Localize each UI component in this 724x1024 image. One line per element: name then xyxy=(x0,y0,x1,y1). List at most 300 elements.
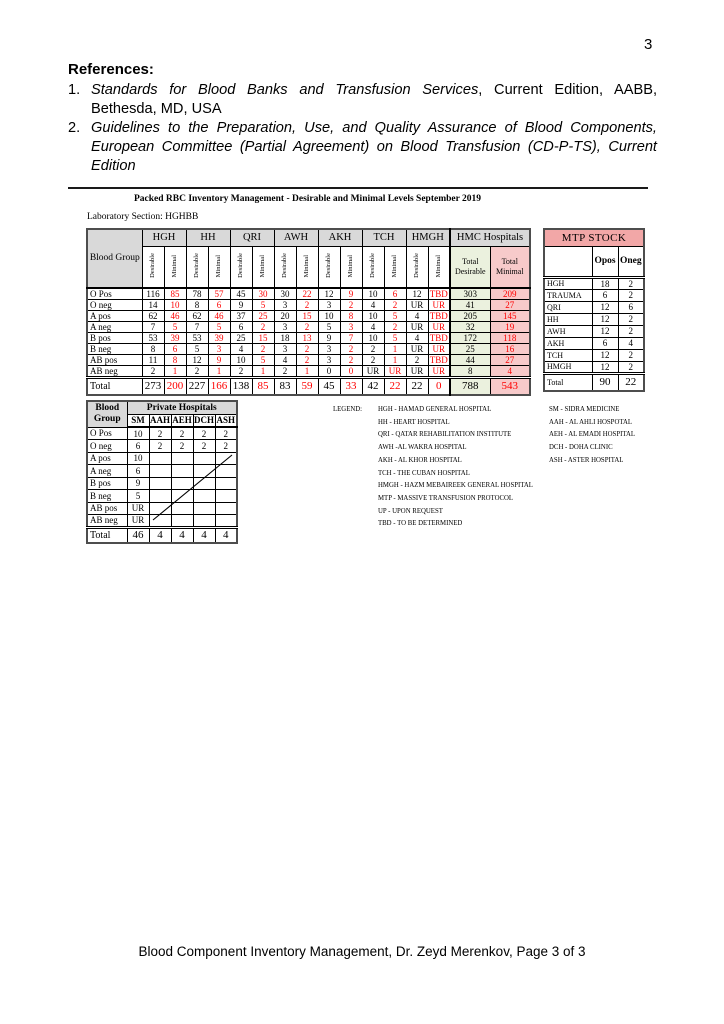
desirable-cell: 14 xyxy=(142,300,164,311)
total-desirable-cell: 44 xyxy=(450,355,490,366)
desirable-total-cell: 22 xyxy=(406,378,428,395)
blood-group-cell: A neg xyxy=(87,465,127,478)
private-total-cell: 4 xyxy=(149,527,171,543)
minimal-cell: TBD xyxy=(428,333,450,344)
blood-group-cell: A pos xyxy=(87,452,127,465)
row-b-neg xyxy=(87,344,530,355)
row-b-pos xyxy=(87,333,530,344)
minimal-total-cell: 33 xyxy=(340,378,362,395)
minimal-subheader xyxy=(164,246,186,288)
blood-group-cell: A pos xyxy=(87,311,142,322)
minimal-cell: 2 xyxy=(296,355,318,366)
minimal-label: Minimal xyxy=(170,254,178,277)
private-value-cell xyxy=(171,465,193,478)
desirable-cell: 2 xyxy=(406,355,428,366)
mtp-opos-cell: 12 xyxy=(592,361,618,373)
main-table-head xyxy=(87,229,530,288)
mtp-opos-cell: 12 xyxy=(592,349,618,361)
hospital-header-hgh: HGH xyxy=(142,229,186,246)
desirable-cell: 4 xyxy=(362,300,384,311)
legend-right-column xyxy=(549,404,635,531)
legend-item: HMGH - HAZM MEBAIREEK GENERAL HOSPITAL xyxy=(378,482,533,490)
total-desirable-cell: 205 xyxy=(450,311,490,322)
blood-group-cell: A neg xyxy=(87,322,142,333)
mtp-opos-cell: 12 xyxy=(592,325,618,337)
desirable-cell: 0 xyxy=(318,366,340,378)
minimal-cell: 6 xyxy=(208,300,230,311)
minimal-total-cell: 0 xyxy=(428,378,450,395)
minimal-cell: 3 xyxy=(208,344,230,355)
mtp-column-header-opos: Opos xyxy=(592,246,618,277)
legend-item: UP - UPON REQUEST xyxy=(378,507,443,515)
lab-section-label: Laboratory Section: HGHBB xyxy=(87,212,199,222)
desirable-subheader xyxy=(274,246,296,288)
blood-group-cell: O Pos xyxy=(87,288,142,300)
desirable-cell: 12 xyxy=(186,355,208,366)
minimal-total-cell: 85 xyxy=(252,378,274,395)
private-value-cell xyxy=(215,465,237,478)
desirable-label: Desirable xyxy=(236,253,244,279)
private-total-cell: 4 xyxy=(171,527,193,543)
minimal-cell: 2 xyxy=(296,300,318,311)
mtp-oneg-cell: 2 xyxy=(618,325,644,337)
private-row-o-pos xyxy=(87,427,237,440)
main-table-body xyxy=(87,288,530,395)
private-value-cell: 2 xyxy=(171,440,193,453)
total-minimal-cell: 145 xyxy=(490,311,530,322)
legend-item: DCH - DOHA CLINIC xyxy=(549,444,613,452)
main-total-row xyxy=(87,378,530,395)
references-heading: References: xyxy=(68,61,154,78)
desirable-cell: 37 xyxy=(230,311,252,322)
private-value-cell: 2 xyxy=(149,427,171,440)
mtp-total-opos-cell: 90 xyxy=(592,373,618,391)
minimal-cell: 1 xyxy=(252,366,274,378)
desirable-cell: 116 xyxy=(142,288,164,300)
desirable-total-cell: 83 xyxy=(274,378,296,395)
total-minimal-cell: 27 xyxy=(490,300,530,311)
minimal-label: Minimal xyxy=(302,254,310,277)
mtp-opos-cell: 12 xyxy=(592,301,618,313)
mtp-row-qri xyxy=(544,301,644,313)
private-value-cell xyxy=(171,477,193,490)
mtp-oneg-cell: 2 xyxy=(618,349,644,361)
mtp-table-head xyxy=(544,229,644,277)
private-header-row xyxy=(87,401,237,414)
minimal-label: Minimal xyxy=(214,254,222,277)
mtp-row-tch xyxy=(544,349,644,361)
desirable-cell: UR xyxy=(406,300,428,311)
desirable-cell: 78 xyxy=(186,288,208,300)
desirable-cell: 10 xyxy=(362,333,384,344)
desirable-cell: 62 xyxy=(186,311,208,322)
mtp-row-hmgh xyxy=(544,361,644,373)
desirable-total-cell: 138 xyxy=(230,378,252,395)
desirable-label: Desirable xyxy=(412,253,420,279)
total-minimal-cell: 209 xyxy=(490,288,530,300)
private-value-cell xyxy=(149,515,171,528)
legend-item: AAH - AL AHLI HOSPOTAL xyxy=(549,418,633,426)
hospital-header-tch: TCH xyxy=(362,229,406,246)
desirable-cell: 25 xyxy=(230,333,252,344)
private-value-cell xyxy=(215,502,237,515)
private-value-cell xyxy=(171,502,193,515)
private-row-b-pos xyxy=(87,477,237,490)
mtp-oneg-cell: 4 xyxy=(618,337,644,349)
minimal-cell: 25 xyxy=(252,311,274,322)
legend-label: LEGEND: xyxy=(333,406,363,413)
desirable-cell: UR xyxy=(362,366,384,378)
private-value-cell xyxy=(171,490,193,503)
legend-left-column xyxy=(378,404,549,531)
minimal-cell: TBD xyxy=(428,311,450,322)
minimal-total-cell: 166 xyxy=(208,378,230,395)
minimal-cell: 1 xyxy=(296,366,318,378)
desirable-cell: UR xyxy=(406,366,428,378)
private-value-cell xyxy=(149,465,171,478)
grand-total-minimal-cell: 543 xyxy=(490,378,530,395)
reference-number: 2. xyxy=(68,120,81,136)
reference-text xyxy=(91,81,657,119)
minimal-subheader xyxy=(384,246,406,288)
row-ab-pos xyxy=(87,355,530,366)
desirable-cell: 4 xyxy=(362,322,384,333)
private-row-ab-pos xyxy=(87,502,237,515)
mtp-row-akh xyxy=(544,337,644,349)
blood-group-cell: AB pos xyxy=(87,355,142,366)
minimal-cell: UR xyxy=(428,344,450,355)
minimal-subheader xyxy=(428,246,450,288)
total-desirable-header: Total Desirable xyxy=(450,246,490,288)
desirable-total-cell: 42 xyxy=(362,378,384,395)
desirable-subheader xyxy=(318,246,340,288)
minimal-cell: 7 xyxy=(340,333,362,344)
private-value-cell xyxy=(193,490,215,503)
desirable-cell: UR xyxy=(406,344,428,355)
mtp-total-label-cell: Total xyxy=(544,373,592,391)
mtp-row-trauma xyxy=(544,289,644,301)
desirable-cell: 4 xyxy=(230,344,252,355)
mtp-oneg-cell: 6 xyxy=(618,301,644,313)
legend-item: HGH - HAMAD GENERAL HOSPITAL xyxy=(378,406,492,413)
minimal-cell: 5 xyxy=(384,311,406,322)
legend-item: ASH - ASTER HOSPITAL xyxy=(549,456,624,464)
hospital-header-akh: AKH xyxy=(318,229,362,246)
desirable-label: Desirable xyxy=(324,253,332,279)
desirable-cell: 3 xyxy=(274,300,296,311)
private-value-cell xyxy=(171,452,193,465)
total-minimal-cell: 27 xyxy=(490,355,530,366)
minimal-cell: 6 xyxy=(164,344,186,355)
desirable-cell: 4 xyxy=(406,311,428,322)
blood-group-cell: O neg xyxy=(87,440,127,453)
legend-item: MTP - MASSIVE TRANSFUSION PROTOCOL xyxy=(378,494,514,502)
main-inventory-table xyxy=(86,228,531,396)
private-value-cell xyxy=(193,477,215,490)
minimal-subheader xyxy=(340,246,362,288)
desirable-cell: 62 xyxy=(142,311,164,322)
blood-group-cell: B neg xyxy=(87,490,127,503)
minimal-cell: 10 xyxy=(164,300,186,311)
grand-total-desirable-cell: 788 xyxy=(450,378,490,395)
minimal-cell: 13 xyxy=(296,333,318,344)
desirable-label: Desirable xyxy=(280,253,288,279)
total-desirable-cell: 25 xyxy=(450,344,490,355)
desirable-total-cell: 273 xyxy=(142,378,164,395)
private-row-a-neg xyxy=(87,465,237,478)
desirable-cell: 10 xyxy=(362,288,384,300)
private-value-cell: 2 xyxy=(215,440,237,453)
private-total-label-cell: Total xyxy=(87,527,127,543)
hmc-hospitals-header: HMC Hospitals xyxy=(450,229,530,246)
desirable-cell: 8 xyxy=(142,344,164,355)
minimal-cell: 1 xyxy=(208,366,230,378)
minimal-subheader xyxy=(296,246,318,288)
row-o-pos xyxy=(87,288,530,300)
blood-group-cell: B pos xyxy=(87,333,142,344)
private-row-a-pos xyxy=(87,452,237,465)
mtp-oneg-cell: 2 xyxy=(618,361,644,373)
desirable-subheader xyxy=(230,246,252,288)
private-value-cell xyxy=(215,452,237,465)
reference-title: Guidelines to the Preparation, Use, and Quality Assurance of Blood Components, European Committee (Partial Agreement) on Blood Transfusion (CD-P-TS), Current Edition xyxy=(91,120,657,174)
desirable-cell: 3 xyxy=(318,344,340,355)
private-value-cell xyxy=(149,502,171,515)
hospital-header-hh: HH xyxy=(186,229,230,246)
mtp-column-header-row xyxy=(544,246,644,277)
minimal-cell: 2 xyxy=(340,355,362,366)
private-value-cell xyxy=(193,452,215,465)
blood-group-cell: B pos xyxy=(87,477,127,490)
legend-section xyxy=(333,404,635,531)
private-value-cell xyxy=(193,502,215,515)
minimal-cell: 2 xyxy=(296,322,318,333)
private-column-header-aah: AAH xyxy=(150,415,170,426)
minimal-cell: 5 xyxy=(252,355,274,366)
private-value-cell: 2 xyxy=(149,440,171,453)
private-column-header-aeh: AEH xyxy=(172,415,192,426)
minimal-cell: 2 xyxy=(340,344,362,355)
private-value-cell: UR xyxy=(127,502,149,515)
minimal-cell: 15 xyxy=(252,333,274,344)
private-total-row xyxy=(87,527,237,543)
private-value-cell: 2 xyxy=(215,427,237,440)
minimal-cell: 5 xyxy=(252,300,274,311)
desirable-cell: 9 xyxy=(318,333,340,344)
private-total-cell: 4 xyxy=(193,527,215,543)
private-value-cell: 10 xyxy=(127,427,149,440)
reference-text xyxy=(91,119,657,176)
desirable-cell: 8 xyxy=(186,300,208,311)
total-minimal-cell: 118 xyxy=(490,333,530,344)
private-value-cell xyxy=(149,490,171,503)
mtp-total-oneg-cell: 22 xyxy=(618,373,644,391)
mtp-column-header-oneg: Oneg xyxy=(618,246,644,277)
private-value-cell: 6 xyxy=(127,440,149,453)
minimal-cell: 9 xyxy=(208,355,230,366)
minimal-label: Minimal xyxy=(390,254,398,277)
desirable-cell: 45 xyxy=(230,288,252,300)
horizontal-rule xyxy=(68,187,648,189)
row-o-neg xyxy=(87,300,530,311)
desirable-total-cell: 227 xyxy=(186,378,208,395)
minimal-total-cell: 200 xyxy=(164,378,186,395)
row-a-neg xyxy=(87,322,530,333)
mtp-row-hh xyxy=(544,313,644,325)
desirable-cell: 11 xyxy=(142,355,164,366)
minimal-cell: 3 xyxy=(340,322,362,333)
private-column-header-sm: SM xyxy=(127,414,149,427)
mtp-hospital-cell: HGH xyxy=(544,277,592,289)
desirable-label: Desirable xyxy=(148,253,156,279)
mtp-opos-cell: 12 xyxy=(592,313,618,325)
private-value-cell xyxy=(193,465,215,478)
minimal-label: Minimal xyxy=(258,254,266,277)
private-value-cell xyxy=(149,452,171,465)
total-desirable-cell: 303 xyxy=(450,288,490,300)
private-row-o-neg xyxy=(87,440,237,453)
desirable-cell: 7 xyxy=(186,322,208,333)
row-a-pos xyxy=(87,311,530,322)
total-minimal-cell: 4 xyxy=(490,366,530,378)
total-desirable-cell: 32 xyxy=(450,322,490,333)
private-hospitals-table xyxy=(86,400,238,544)
private-column-header-ash: ASH xyxy=(215,414,237,427)
mtp-total-row xyxy=(544,373,644,391)
desirable-cell: 12 xyxy=(318,288,340,300)
blood-group-cell: AB pos xyxy=(87,502,127,515)
private-hospitals-header: Private Hospitals xyxy=(127,401,237,414)
reference-detail: , Current Edition, AABB, Bethesda, MD, USA xyxy=(91,82,657,117)
private-value-cell xyxy=(215,515,237,528)
private-row-ab-neg xyxy=(87,515,237,528)
minimal-cell: UR xyxy=(428,322,450,333)
mtp-oneg-cell: 2 xyxy=(618,289,644,301)
desirable-cell: 2 xyxy=(186,366,208,378)
minimal-cell: 46 xyxy=(208,311,230,322)
subheader-row xyxy=(87,246,530,288)
mtp-hospital-cell: TCH xyxy=(544,349,592,361)
mtp-hospital-cell: HH xyxy=(544,313,592,325)
reference-item xyxy=(68,119,657,176)
legend-item: HH - HEART HOSPITAL xyxy=(378,418,450,426)
minimal-label: Minimal xyxy=(434,254,442,277)
legend-item: AEH - AL EMADI HOSPITAL xyxy=(549,431,636,439)
private-table-head xyxy=(87,401,237,427)
desirable-cell: 20 xyxy=(274,311,296,322)
private-blood-group-header: Blood Group xyxy=(87,401,127,427)
minimal-subheader xyxy=(208,246,230,288)
desirable-total-cell: 45 xyxy=(318,378,340,395)
private-value-cell: 5 xyxy=(127,490,149,503)
mtp-stock-header: MTP STOCK xyxy=(544,229,644,246)
private-value-cell xyxy=(149,477,171,490)
minimal-cell: 57 xyxy=(208,288,230,300)
private-value-cell xyxy=(215,490,237,503)
desirable-cell: 3 xyxy=(274,344,296,355)
minimal-cell: 46 xyxy=(164,311,186,322)
minimal-subheader xyxy=(252,246,274,288)
legend-item: QRI - QATAR REHABILITATION INSTITUTE xyxy=(378,431,512,439)
minimal-cell: 9 xyxy=(340,288,362,300)
mtp-oneg-cell: 2 xyxy=(618,277,644,289)
mtp-opos-cell: 18 xyxy=(592,277,618,289)
desirable-cell: 10 xyxy=(230,355,252,366)
private-value-cell xyxy=(171,515,193,528)
private-row-b-neg xyxy=(87,490,237,503)
legend-item: SM - SIDRA MEDICINE xyxy=(549,406,620,413)
minimal-cell: 22 xyxy=(296,288,318,300)
desirable-cell: 2 xyxy=(142,366,164,378)
minimal-cell: 30 xyxy=(252,288,274,300)
total-desirable-cell: 172 xyxy=(450,333,490,344)
row-ab-neg xyxy=(87,366,530,378)
desirable-label: Desirable xyxy=(368,253,376,279)
desirable-cell: 3 xyxy=(318,355,340,366)
minimal-cell: UR xyxy=(384,366,406,378)
desirable-cell: 12 xyxy=(406,288,428,300)
reference-title: Standards for Blood Banks and Transfusion Services xyxy=(91,82,479,98)
mtp-header-row xyxy=(544,229,644,246)
inventory-title: Packed RBC Inventory Management - Desirable and Minimal Levels September 2019 xyxy=(133,194,482,204)
minimal-cell: 2 xyxy=(384,300,406,311)
desirable-subheader xyxy=(362,246,384,288)
desirable-subheader xyxy=(406,246,428,288)
total-minimal-header: Total Minimal xyxy=(490,246,530,288)
header-row xyxy=(87,229,530,246)
minimal-cell: 6 xyxy=(384,288,406,300)
private-value-cell: 9 xyxy=(127,477,149,490)
private-value-cell: 2 xyxy=(171,427,193,440)
minimal-cell: 15 xyxy=(296,311,318,322)
legend-item: TCH - THE CUBAN HOSPITAL xyxy=(378,469,470,477)
private-total-cell: 46 xyxy=(127,527,149,543)
minimal-cell: 1 xyxy=(384,355,406,366)
desirable-cell: 2 xyxy=(362,344,384,355)
reference-item xyxy=(68,81,657,119)
total-label-cell: Total xyxy=(87,378,142,395)
minimal-cell: UR xyxy=(428,300,450,311)
minimal-cell: 2 xyxy=(340,300,362,311)
mtp-blank-corner xyxy=(544,246,592,277)
total-minimal-cell: 16 xyxy=(490,344,530,355)
minimal-cell: 39 xyxy=(208,333,230,344)
desirable-cell: 3 xyxy=(318,300,340,311)
minimal-cell: TBD xyxy=(428,288,450,300)
mtp-opos-cell: 6 xyxy=(592,289,618,301)
minimal-cell: 8 xyxy=(164,355,186,366)
mtp-hospital-cell: HMGH xyxy=(544,361,592,373)
mtp-hospital-cell: QRI xyxy=(544,301,592,313)
reference-number: 1. xyxy=(68,82,81,98)
desirable-cell: 53 xyxy=(186,333,208,344)
minimal-total-cell: 59 xyxy=(296,378,318,395)
private-value-cell: 2 xyxy=(193,427,215,440)
mtp-row-awh xyxy=(544,325,644,337)
desirable-cell: 4 xyxy=(406,333,428,344)
minimal-cell: 2 xyxy=(252,322,274,333)
private-value-cell: 6 xyxy=(127,465,149,478)
desirable-cell: UR xyxy=(406,322,428,333)
blood-group-header: Blood Group xyxy=(87,229,142,288)
mtp-opos-cell: 6 xyxy=(592,337,618,349)
minimal-cell: 2 xyxy=(252,344,274,355)
minimal-cell: UR xyxy=(428,366,450,378)
total-desirable-cell: 8 xyxy=(450,366,490,378)
blood-group-cell: O Pos xyxy=(87,427,127,440)
mtp-stock-table xyxy=(543,228,645,392)
minimal-cell: 8 xyxy=(340,311,362,322)
